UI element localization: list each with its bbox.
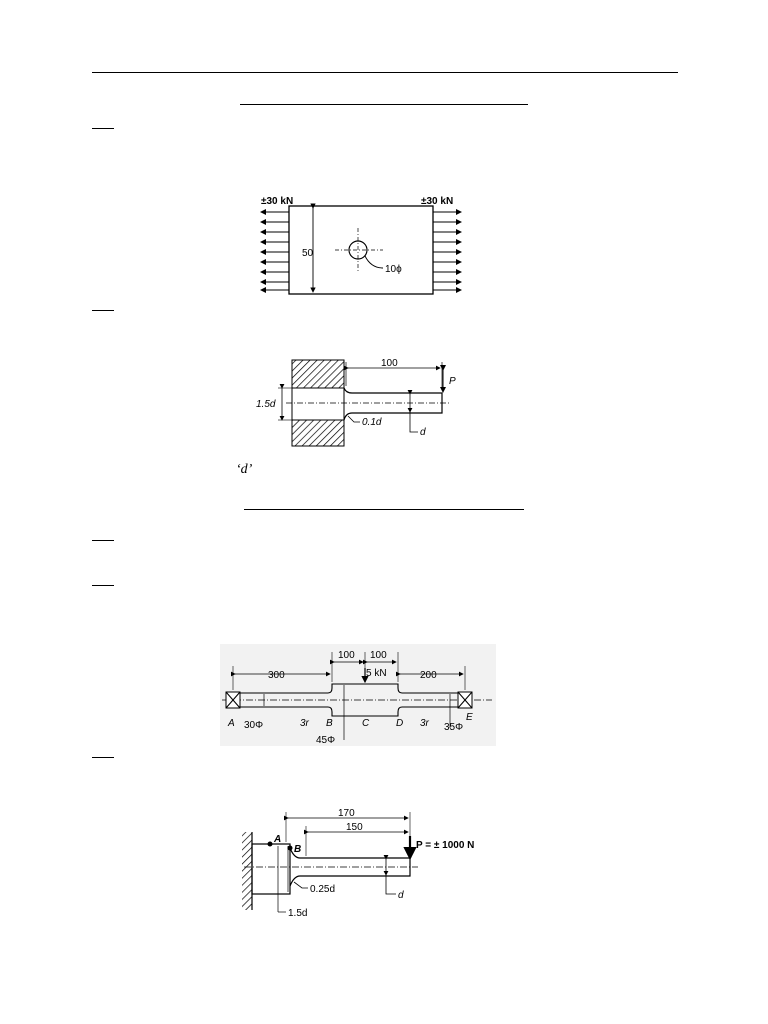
width-label: 50 xyxy=(302,248,314,259)
question-1-marker xyxy=(92,128,114,129)
point-e-label: E xyxy=(466,712,473,723)
header-rule xyxy=(92,72,678,73)
section-1-title-underline xyxy=(240,104,528,105)
figure-stepped-shaft xyxy=(220,644,496,746)
dia-label: d xyxy=(420,427,426,438)
fillet-label: 0.1d xyxy=(362,417,382,428)
question-4-marker xyxy=(92,585,114,586)
span-right-label: 200 xyxy=(420,670,437,681)
point-a-label: A xyxy=(228,718,235,729)
point-a-label: A xyxy=(274,834,282,845)
hole-dia-label: 10ϕ xyxy=(385,264,402,275)
span-mid2-label: 100 xyxy=(370,650,387,661)
len-load-label: 150 xyxy=(346,822,363,833)
len-total-label: 170 xyxy=(338,808,355,819)
figure-cantilever-shaft xyxy=(250,356,470,448)
load-right-label: ±30 kN xyxy=(421,196,454,207)
section-2-title-underline xyxy=(244,509,524,510)
point-d-label: D xyxy=(396,718,404,729)
dia-label: d xyxy=(398,890,404,901)
question-2-marker xyxy=(92,310,114,311)
span-left-label: 300 xyxy=(268,670,285,681)
fillet-label: 0.25d xyxy=(310,884,336,895)
figure-cantilever-fillet xyxy=(236,806,496,920)
point-b-label: B xyxy=(326,718,333,729)
point-b-label: B xyxy=(294,844,302,855)
dia-mid-label: 45Φ xyxy=(316,735,336,746)
dia-right-label: 35Φ xyxy=(444,722,464,733)
shoulder-label: 1.5d xyxy=(256,399,276,410)
question-5-marker xyxy=(92,757,114,758)
figure-plate-with-hole xyxy=(255,192,470,302)
fillet-right-label: 3r xyxy=(420,718,429,729)
right-load-arrows xyxy=(433,212,461,290)
d-note: ‘d’ xyxy=(236,462,253,477)
load-left-label: ±30 kN xyxy=(261,196,294,207)
dia-left-label: 30Φ xyxy=(244,720,264,731)
span-mid1-label: 100 xyxy=(338,650,355,661)
load-label: P = ± 1000 N xyxy=(416,840,475,851)
load-label: 5 kN xyxy=(366,668,387,679)
question-3-marker xyxy=(92,540,114,541)
length-label: 100 xyxy=(381,358,398,369)
left-load-arrows xyxy=(261,212,289,290)
point-c-label: C xyxy=(362,718,370,729)
load-p-label: P xyxy=(449,376,456,387)
fillet-left-label: 3r xyxy=(300,718,309,729)
shoulder-label: 1.5d xyxy=(288,908,308,919)
